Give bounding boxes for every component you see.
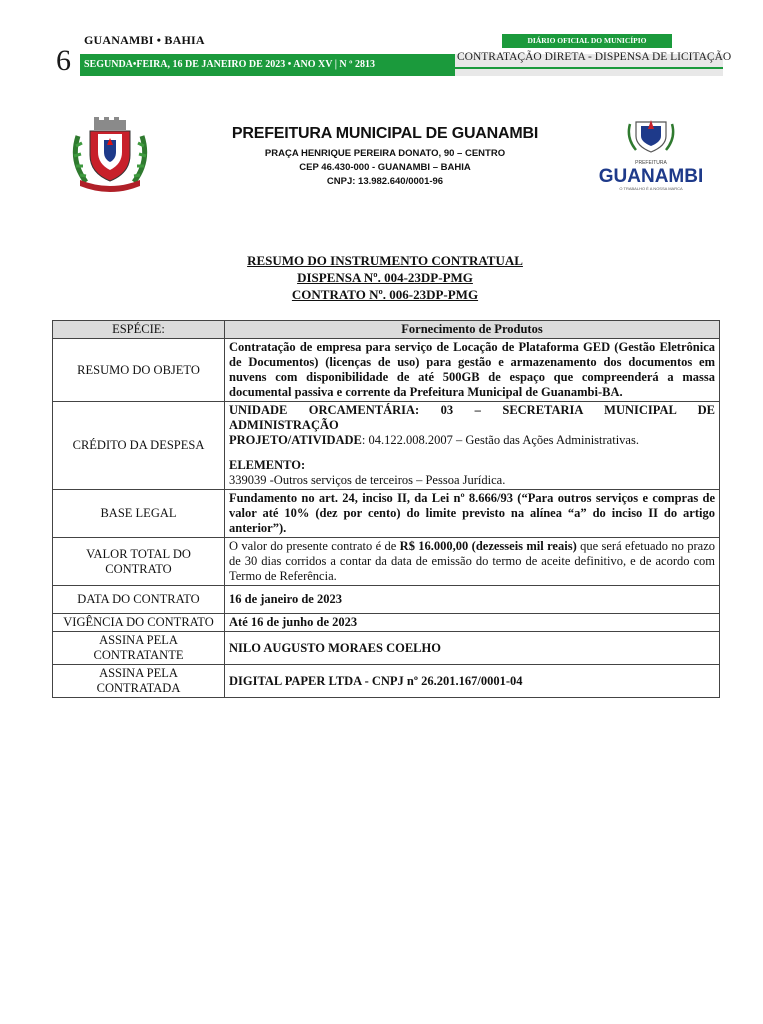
- base-legal-value: Fundamento no art. 24, inciso II, da Lei nº 8.666/93 (“Para outros serviços e compras de valor até 10% (dez por cento) do limite previsto na alínea “a” do inciso II do artigo anterior”).: [225, 490, 720, 538]
- objeto-value: Contratação de empresa para serviço de Locação de Plataforma GED (Gestão Eletrônica de Documentos) (licenças de uso) para gestão e armazenamento dos documentos em nuvens com disponibilidade de até 500GB de espaço que compreenderá a massa documental passiva e corrente da Prefeitura Municipal de Guanambi-BA.: [225, 339, 720, 402]
- guanambi-logo-icon: [596, 114, 706, 194]
- data-label: DATA DO CONTRATO: [53, 586, 225, 614]
- page-number: 6: [56, 44, 71, 77]
- doc-heading-3: CONTRATO Nº. 006-23DP-PMG: [291, 287, 479, 302]
- valor-amount: R$ 16.000,00 (dezesseis mil reais): [399, 539, 577, 553]
- table-row-credito: [53, 402, 720, 490]
- contract-summary-table: [52, 320, 720, 698]
- credito-unidade: UNIDADE ORCAMENTÁRIA: 03 – SECRETARIA MUNICIPAL DE ADMINISTRAÇÃO: [229, 403, 715, 432]
- credito-projeto: [229, 433, 715, 448]
- doc-heading-2: DISPENSA Nº. 004-23DP-PMG: [297, 270, 473, 285]
- logo-word: GUANAMBI: [598, 166, 704, 187]
- credito-label: CRÉDITO DA DESPESA: [53, 402, 225, 490]
- table-row-base-legal: [53, 490, 720, 538]
- valor-suffix: que será efetuado no prazo de 30 dias corridos a contar da data de emissão do termo de aceite definitivo, e de acordo com Termo de Referência.: [229, 539, 716, 583]
- valor-label: VALOR TOTAL DO CONTRATO: [53, 538, 225, 586]
- letterhead-title: PREFEITURA MUNICIPAL DE GUANAMBI: [231, 125, 539, 142]
- valor-value: [225, 538, 720, 586]
- guanambi-logo: [596, 114, 706, 194]
- base-legal-label: BASE LEGAL: [53, 490, 225, 538]
- objeto-label: RESUMO DO OBJETO: [53, 339, 225, 402]
- diario-oficial-label: DIÁRIO OFICIAL DO MUNICÍPIO: [502, 34, 672, 48]
- table-row-vigencia: [53, 614, 720, 632]
- credito-projeto-label: PROJETO/ATIVIDADE: [229, 433, 362, 447]
- contratante-value: NILO AUGUSTO MORAES COELHO: [225, 632, 720, 665]
- vigencia-value: Até 16 de junho de 2023: [225, 614, 720, 632]
- table-row-contratada: [53, 665, 720, 698]
- logo-tagline: O TRABALHO É A NOSSA MARCA: [619, 186, 683, 191]
- gazette-date-band: SEGUNDA•FEIRA, 16 DE JANEIRO DE 2023 • ANO XV | N º 2813: [80, 54, 455, 76]
- credito-elemento-value: 339039 -Outros serviços de terceiros – Pessoa Jurídica.: [229, 473, 506, 487]
- letterhead-cnpj: CNPJ: 13.982.640/0001-96: [326, 176, 444, 187]
- table-row-objeto: [53, 339, 720, 402]
- table-row-data: [53, 586, 720, 614]
- coat-of-arms-icon: [68, 116, 152, 192]
- credito-value: [225, 402, 720, 490]
- vigencia-label: VIGÊNCIA DO CONTRATO: [53, 614, 225, 632]
- credito-elemento-label: ELEMENTO:: [229, 458, 306, 472]
- spacer: [229, 448, 715, 458]
- doc-heading-1: RESUMO DO INSTRUMENTO CONTRATUAL: [247, 253, 523, 268]
- logo-top-text: PREFEITURA: [635, 160, 667, 166]
- credito-projeto-value: : 04.122.008.2007 – Gestão das Ações Administrativas.: [361, 433, 639, 447]
- section-rule: [455, 67, 723, 69]
- table-row-contratante: [53, 632, 720, 665]
- especie-label: ESPÉCIE:: [53, 321, 225, 339]
- table-row-valor: [53, 538, 720, 586]
- table-row-especie: [53, 321, 720, 339]
- contratada-value: DIGITAL PAPER LTDA - CNPJ nº 26.201.167/0001-04: [225, 665, 720, 698]
- letterhead-address: PRAÇA HENRIQUE PEREIRA DONATO, 90 – CENTRO: [264, 148, 506, 159]
- section-title: CONTRATAÇÃO DIRETA - DISPENSA DE LICITAÇÃO: [457, 51, 732, 63]
- valor-prefix: O valor do presente contrato é de: [229, 539, 400, 553]
- contratada-label: ASSINA PELA CONTRATADA: [53, 665, 225, 698]
- letterhead-cep: CEP 46.430-000 - GUANAMBI – BAHIA: [299, 162, 471, 173]
- data-value: 16 de janeiro de 2023: [225, 586, 720, 614]
- especie-value: Fornecimento de Produtos: [225, 321, 720, 339]
- gazette-city: GUANAMBI • BAHIA: [84, 33, 205, 47]
- contratante-label: ASSINA PELA CONTRATANTE: [53, 632, 225, 665]
